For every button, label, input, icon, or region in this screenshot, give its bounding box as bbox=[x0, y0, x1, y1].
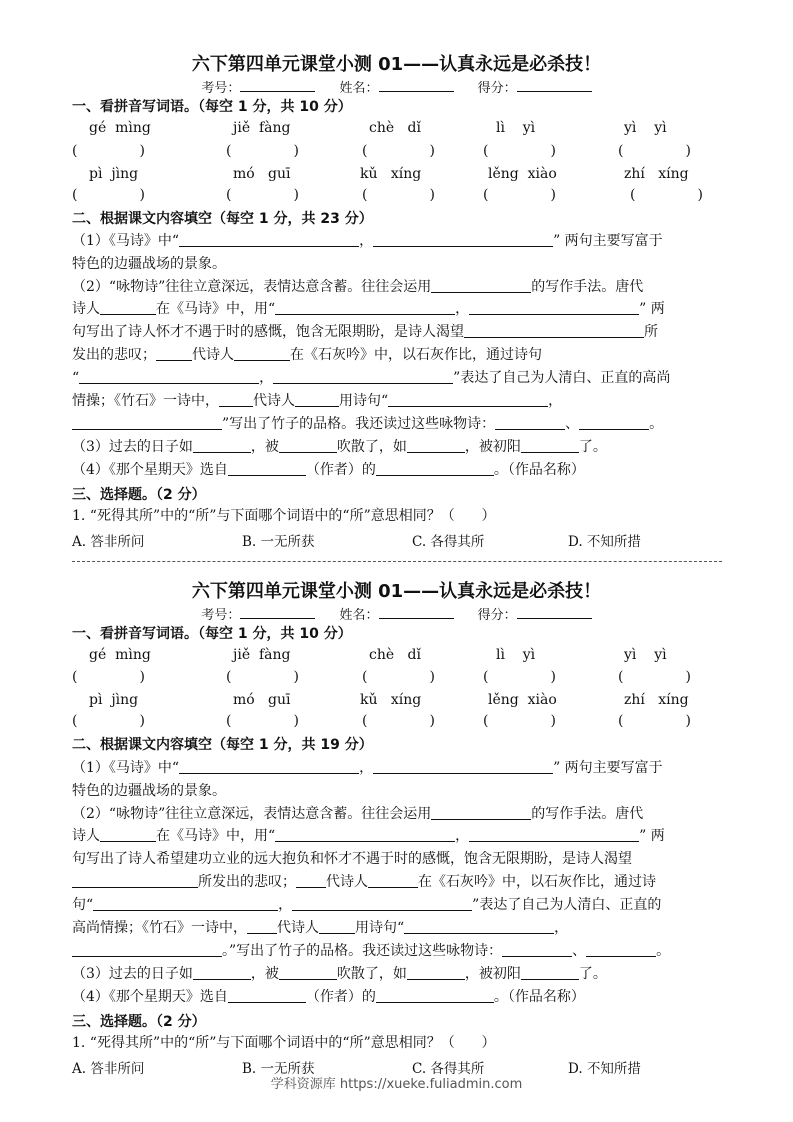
question-text: （4）《那个星期天》选自 bbox=[72, 989, 228, 1005]
question-text: ”表达了自己为人清白、正直的 bbox=[472, 897, 662, 913]
question-text: 代诗人 bbox=[253, 393, 295, 409]
blank[interactable] bbox=[279, 438, 337, 453]
question-text: ”表达了自己为人清白、正直的高尚 bbox=[453, 370, 671, 386]
fill-line bbox=[72, 986, 722, 1008]
question-text: 诗人 bbox=[72, 828, 100, 844]
answer-box[interactable]: ( ) bbox=[483, 669, 556, 685]
blank[interactable] bbox=[404, 919, 554, 934]
blank[interactable] bbox=[431, 278, 531, 293]
blank[interactable] bbox=[193, 965, 251, 980]
question-text: 代诗人 bbox=[277, 920, 319, 936]
pinyin: gé mìng bbox=[89, 120, 151, 136]
answer-box[interactable]: ( ) bbox=[362, 187, 435, 203]
pinyin: lì yì bbox=[496, 647, 536, 663]
section-heading-3: 三、选择题。（2 分） bbox=[72, 487, 206, 503]
blank[interactable] bbox=[228, 461, 306, 476]
blank[interactable] bbox=[521, 965, 579, 980]
fill-line bbox=[72, 459, 722, 481]
answer-box[interactable]: ( ) bbox=[618, 143, 691, 159]
question-text: ” 两句主要写富于 bbox=[553, 233, 663, 249]
name-blank[interactable] bbox=[379, 617, 454, 619]
id-blank[interactable] bbox=[240, 617, 315, 619]
blank[interactable] bbox=[234, 346, 290, 361]
question-text: （3）过去的日子如 bbox=[72, 966, 193, 982]
blank[interactable] bbox=[586, 942, 656, 957]
blank[interactable] bbox=[388, 392, 548, 407]
quiz-title: 六下第四单元课堂小测 01——认真永远是必杀技！ bbox=[191, 581, 602, 602]
blank[interactable] bbox=[431, 805, 531, 820]
pinyin: chè dǐ bbox=[369, 120, 421, 136]
blank[interactable] bbox=[273, 369, 453, 384]
blank[interactable] bbox=[368, 873, 418, 888]
answer-box[interactable]: ( ) bbox=[72, 713, 145, 729]
pinyin: mó guī bbox=[233, 166, 291, 182]
blank[interactable] bbox=[275, 827, 455, 842]
answer-box[interactable]: ( ) bbox=[618, 669, 691, 685]
question-text: 特色的边疆战场的景象。 bbox=[72, 256, 226, 272]
question-text: 。（作品名称） bbox=[493, 462, 585, 478]
footer-watermark: 学科资源库 https://xueke.fuliadmin.com bbox=[270, 1077, 523, 1092]
question-text: ， bbox=[455, 828, 470, 844]
blank[interactable] bbox=[407, 438, 465, 453]
question-text: ， bbox=[359, 760, 374, 776]
blank[interactable] bbox=[156, 346, 192, 361]
answer-box[interactable]: ( ) bbox=[226, 669, 299, 685]
question-text: 。（作品名称） bbox=[493, 989, 585, 1005]
pinyin: mó guī bbox=[233, 692, 291, 708]
blank[interactable] bbox=[72, 942, 222, 957]
question-text: （4）《那个星期天》选自 bbox=[72, 462, 228, 478]
question-text: 在《石灰吟》中，以石灰作比，通过诗 bbox=[418, 874, 656, 890]
question-text: ， bbox=[554, 920, 569, 936]
answer-box[interactable]: ( ) bbox=[362, 713, 435, 729]
question-text: 高尚情操；《竹石》一诗中， bbox=[72, 920, 247, 936]
question-text: 句写出了诗人怀才不遇于时的感慨，饱含无限期盼，是诗人渴望 bbox=[72, 324, 464, 340]
question: 1. “死得其所”中的“所”与下面哪个词语中的“所”意思相同？（ ） bbox=[72, 1035, 496, 1051]
pinyin: zhí xíng bbox=[624, 166, 689, 182]
blank[interactable] bbox=[219, 392, 253, 407]
fill-line bbox=[72, 253, 722, 275]
fill-line bbox=[72, 803, 722, 825]
answer-box[interactable]: ( ) bbox=[630, 187, 703, 203]
question-text: （作者）的 bbox=[305, 989, 376, 1005]
name-label: 姓名： bbox=[339, 608, 379, 623]
pinyin: kǔ xíng bbox=[360, 166, 422, 182]
question-text: 诗人 bbox=[72, 301, 100, 317]
question-text: ” 两句主要写富于 bbox=[553, 760, 663, 776]
pinyin: jiě fàng bbox=[233, 647, 291, 663]
blank[interactable] bbox=[179, 759, 359, 774]
fill-line bbox=[72, 940, 722, 962]
blank[interactable] bbox=[376, 988, 494, 1003]
fill-line bbox=[72, 871, 722, 893]
fill-line bbox=[72, 848, 722, 870]
id-label: 考号： bbox=[201, 608, 241, 623]
question-text: 所 bbox=[644, 324, 658, 340]
blank[interactable] bbox=[275, 300, 455, 315]
info-line bbox=[0, 77, 793, 96]
question-text: ， bbox=[455, 301, 470, 317]
question-text: 所发出的悲叹； bbox=[198, 874, 296, 890]
pinyin: zhí xíng bbox=[624, 692, 689, 708]
fill-line bbox=[72, 780, 722, 802]
quiz-title: 六下第四单元课堂小测 01——认真永远是必杀技！ bbox=[191, 54, 602, 75]
question-text: 的写作手法。唐代 bbox=[531, 806, 644, 822]
option-d[interactable]: D. 不知所措 bbox=[568, 534, 641, 550]
score-blank[interactable] bbox=[517, 90, 592, 92]
question-text: ” 两 bbox=[639, 828, 665, 844]
question-text: 。”写出了竹子的品格。我还读过这些咏物诗： bbox=[222, 943, 503, 959]
score-label: 得分： bbox=[477, 81, 517, 96]
answer-box[interactable]: ( ) bbox=[226, 143, 299, 159]
blank[interactable] bbox=[407, 965, 465, 980]
section-heading-1: 一、看拼音写词语。（每空 1 分，共 10 分） bbox=[72, 99, 352, 115]
id-label: 考号： bbox=[201, 81, 241, 96]
blank[interactable] bbox=[100, 300, 156, 315]
blank[interactable] bbox=[376, 461, 494, 476]
fill-line bbox=[72, 436, 722, 458]
answer-box[interactable]: ( ) bbox=[483, 143, 556, 159]
blank[interactable] bbox=[373, 759, 553, 774]
question-text: 的写作手法。唐代 bbox=[531, 279, 644, 295]
question-text: （1）《马诗》中“ bbox=[72, 233, 180, 249]
option-b[interactable]: B. 一无所获 bbox=[242, 1061, 315, 1077]
fill-line bbox=[72, 230, 722, 252]
question-text: 。 bbox=[649, 416, 664, 432]
answer-box[interactable]: ( ) bbox=[72, 143, 145, 159]
option-a[interactable]: A. 答非所问 bbox=[72, 534, 145, 550]
question-text: 用诗句“ bbox=[339, 393, 389, 409]
question-text: 、 bbox=[565, 416, 580, 432]
answer-box[interactable]: ( ) bbox=[72, 187, 145, 203]
pinyin: yì yì bbox=[624, 647, 667, 663]
question-text: ” 两 bbox=[639, 301, 665, 317]
question-text: 吹散了，如 bbox=[336, 439, 407, 455]
answer-box[interactable]: ( ) bbox=[226, 187, 299, 203]
fill-line bbox=[72, 825, 722, 847]
question-text: 了。 bbox=[578, 966, 607, 982]
blank[interactable] bbox=[93, 896, 278, 911]
fill-line bbox=[72, 963, 722, 985]
section-heading-2: 二、根据课文内容填空（每空 1 分，共 19 分） bbox=[72, 737, 373, 753]
pinyin: lì yì bbox=[496, 120, 536, 136]
pinyin: chè dǐ bbox=[369, 647, 421, 663]
question-text: （1）《马诗》中“ bbox=[72, 760, 180, 776]
question-text: ， bbox=[259, 370, 274, 386]
question-text: ，被初阳 bbox=[464, 439, 521, 455]
blank[interactable] bbox=[373, 232, 553, 247]
question-text: ，被 bbox=[250, 439, 279, 455]
cut-line bbox=[72, 561, 722, 562]
blank[interactable] bbox=[100, 827, 156, 842]
answer-box[interactable]: ( ) bbox=[72, 669, 145, 685]
pinyin: jiě fàng bbox=[233, 120, 291, 136]
score-label: 得分： bbox=[477, 608, 517, 623]
question-text: ， bbox=[359, 233, 374, 249]
question-text: （作者）的 bbox=[305, 462, 376, 478]
question-text: 句写出了诗人希望建功立业的远大抱负和怀才不遇于时的感慨，饱含无限期盼，是诗人渴望 bbox=[72, 851, 632, 867]
option-d[interactable]: D. 不知所措 bbox=[568, 1061, 641, 1077]
blank[interactable] bbox=[521, 438, 579, 453]
blank[interactable] bbox=[469, 827, 639, 842]
answer-box[interactable]: ( ) bbox=[226, 713, 299, 729]
question-text: ， bbox=[278, 897, 293, 913]
blank[interactable] bbox=[279, 965, 337, 980]
question-text: 了。 bbox=[578, 439, 607, 455]
question-text: 发出的悲叹； bbox=[72, 347, 156, 363]
option-c[interactable]: C. 各得其所 bbox=[412, 1061, 485, 1077]
name-label: 姓名： bbox=[339, 81, 379, 96]
pinyin: kǔ xíng bbox=[360, 692, 422, 708]
question-text: 在《马诗》中，用“ bbox=[156, 828, 276, 844]
fill-line bbox=[72, 413, 722, 435]
blank[interactable] bbox=[464, 323, 644, 338]
question-text: “ bbox=[72, 370, 80, 386]
fill-line bbox=[72, 757, 722, 779]
question-text: 特色的边疆战场的景象。 bbox=[72, 783, 226, 799]
pinyin: lěng xiào bbox=[488, 692, 557, 708]
question-text: 吹散了，如 bbox=[336, 966, 407, 982]
blank[interactable] bbox=[469, 300, 639, 315]
question-text: （2）“咏物诗”往往立意深远，表情达意含蓄。往往会运用 bbox=[72, 279, 432, 295]
id-blank[interactable] bbox=[240, 90, 315, 92]
blank[interactable] bbox=[193, 438, 251, 453]
option-a[interactable]: A. 答非所问 bbox=[72, 1061, 145, 1077]
score-blank[interactable] bbox=[517, 617, 592, 619]
fill-line bbox=[72, 894, 722, 916]
answer-box[interactable]: ( ) bbox=[483, 713, 556, 729]
blank[interactable] bbox=[502, 942, 572, 957]
pinyin: pì jìng bbox=[89, 692, 139, 708]
info-line bbox=[0, 604, 793, 623]
answer-box[interactable]: ( ) bbox=[362, 143, 435, 159]
fill-line bbox=[72, 276, 722, 298]
question-text: 在《马诗》中，用“ bbox=[156, 301, 276, 317]
question-text: 情操；《竹石》一诗中， bbox=[72, 393, 219, 409]
fill-line bbox=[72, 321, 722, 343]
option-b[interactable]: B. 一无所获 bbox=[242, 534, 315, 550]
answer-box[interactable]: ( ) bbox=[618, 713, 691, 729]
blank[interactable] bbox=[296, 873, 326, 888]
option-c[interactable]: C. 各得其所 bbox=[412, 534, 485, 550]
pinyin: pì jìng bbox=[89, 166, 139, 182]
section-heading-2: 二、根据课文内容填空（每空 1 分，共 23 分） bbox=[72, 211, 373, 227]
blank[interactable] bbox=[247, 919, 277, 934]
question-text: （2）“咏物诗”往往立意深远，表情达意含蓄。往往会运用 bbox=[72, 806, 432, 822]
fill-line bbox=[72, 298, 722, 320]
question-text: ， bbox=[548, 393, 563, 409]
section-heading-3: 三、选择题。（2 分） bbox=[72, 1014, 206, 1030]
name-blank[interactable] bbox=[379, 90, 454, 92]
question-text: 在《石灰吟》中，以石灰作比，通过诗句 bbox=[290, 347, 542, 363]
question-text: 代诗人 bbox=[326, 874, 368, 890]
blank[interactable] bbox=[295, 392, 339, 407]
question-text: 用诗句“ bbox=[355, 920, 405, 936]
fill-line bbox=[72, 390, 722, 412]
pinyin: yì yì bbox=[624, 120, 667, 136]
answer-box[interactable]: ( ) bbox=[362, 669, 435, 685]
question-text: ”写出了竹子的品格。我还读过这些咏物诗： bbox=[222, 416, 496, 432]
answer-box[interactable]: ( ) bbox=[483, 187, 556, 203]
section-heading-1: 一、看拼音写词语。（每空 1 分，共 10 分） bbox=[72, 626, 352, 642]
question-text: ，被 bbox=[250, 966, 279, 982]
question-text: 、 bbox=[572, 943, 587, 959]
blank[interactable] bbox=[79, 369, 259, 384]
blank[interactable] bbox=[179, 232, 359, 247]
pinyin: gé mìng bbox=[89, 647, 151, 663]
blank[interactable] bbox=[292, 896, 472, 911]
blank[interactable] bbox=[72, 415, 222, 430]
blank[interactable] bbox=[72, 873, 198, 888]
blank[interactable] bbox=[319, 919, 355, 934]
question-text: 。 bbox=[656, 943, 671, 959]
question-text: ，被初阳 bbox=[464, 966, 521, 982]
question: 1. “死得其所”中的“所”与下面哪个词语中的“所”意思相同？（ ） bbox=[72, 508, 496, 524]
question-text: （3）过去的日子如 bbox=[72, 439, 193, 455]
pinyin: lěng xiào bbox=[488, 166, 557, 182]
fill-line bbox=[72, 917, 722, 939]
question-text: 代诗人 bbox=[192, 347, 234, 363]
question-text: 句“ bbox=[72, 897, 94, 913]
blank[interactable] bbox=[495, 415, 565, 430]
fill-line bbox=[72, 367, 722, 389]
blank[interactable] bbox=[228, 988, 306, 1003]
fill-line bbox=[72, 344, 722, 366]
blank[interactable] bbox=[579, 415, 649, 430]
